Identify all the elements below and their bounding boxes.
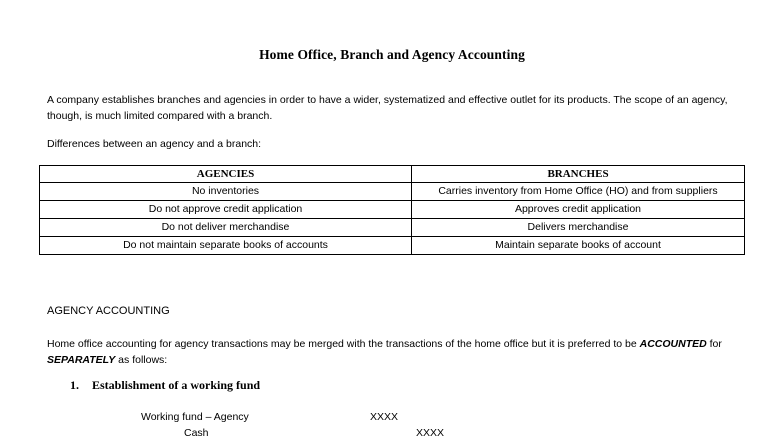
paragraph-text: as follows:: [115, 354, 168, 366]
step-heading: [70, 378, 260, 393]
column-header-agencies: AGENCIES: [40, 166, 412, 183]
agency-accounting-heading: AGENCY ACCOUNTING: [47, 305, 170, 317]
table-row: [40, 219, 745, 237]
agency-cell: Do not deliver merchandise: [40, 219, 412, 237]
branch-cell: Maintain separate books of account: [412, 237, 745, 255]
branch-cell: Carries inventory from Home Office (HO) and from suppliers: [412, 183, 745, 201]
agency-cell: Do not maintain separate books of accounts: [40, 237, 412, 255]
table-header-row: [40, 166, 745, 183]
intro-paragraph: A company establishes branches and agencies in order to have a wider, systematized and effective outlet for its products. The scope of an agency, though, is much limited compared with a branch.: [47, 94, 728, 122]
branch-cell: Delivers merchandise: [412, 219, 745, 237]
table-row: [40, 183, 745, 201]
column-header-branches: BRANCHES: [412, 166, 745, 183]
table-row: [40, 237, 745, 255]
debit-amount: XXXX: [370, 411, 399, 423]
paragraph-text: Home office accounting for agency transactions may be merged with the transactions of the home office but it is preferred to be: [47, 338, 640, 350]
emphasis-separately: SEPARATELY: [47, 354, 116, 366]
branch-cell: Approves credit application: [412, 201, 745, 219]
credit-account: Cash: [184, 427, 209, 439]
paragraph-text: for: [706, 338, 722, 350]
differences-label: Differences between an agency and a branch:: [47, 138, 262, 150]
credit-amount: XXXX: [416, 427, 445, 439]
agency-cell: No inventories: [40, 183, 412, 201]
document-title: Home Office, Branch and Agency Accounting: [259, 47, 525, 62]
step-label: Establishment of a working fund: [92, 378, 261, 392]
step-number: 1.: [70, 378, 79, 392]
agency-branch-comparison-table: [39, 165, 745, 255]
emphasis-accounted: ACCOUNTED: [639, 338, 707, 350]
table-row: [40, 201, 745, 219]
agency-cell: Do not approve credit application: [40, 201, 412, 219]
debit-account: Working fund – Agency: [141, 411, 249, 423]
agency-accounting-paragraph: [47, 336, 747, 368]
